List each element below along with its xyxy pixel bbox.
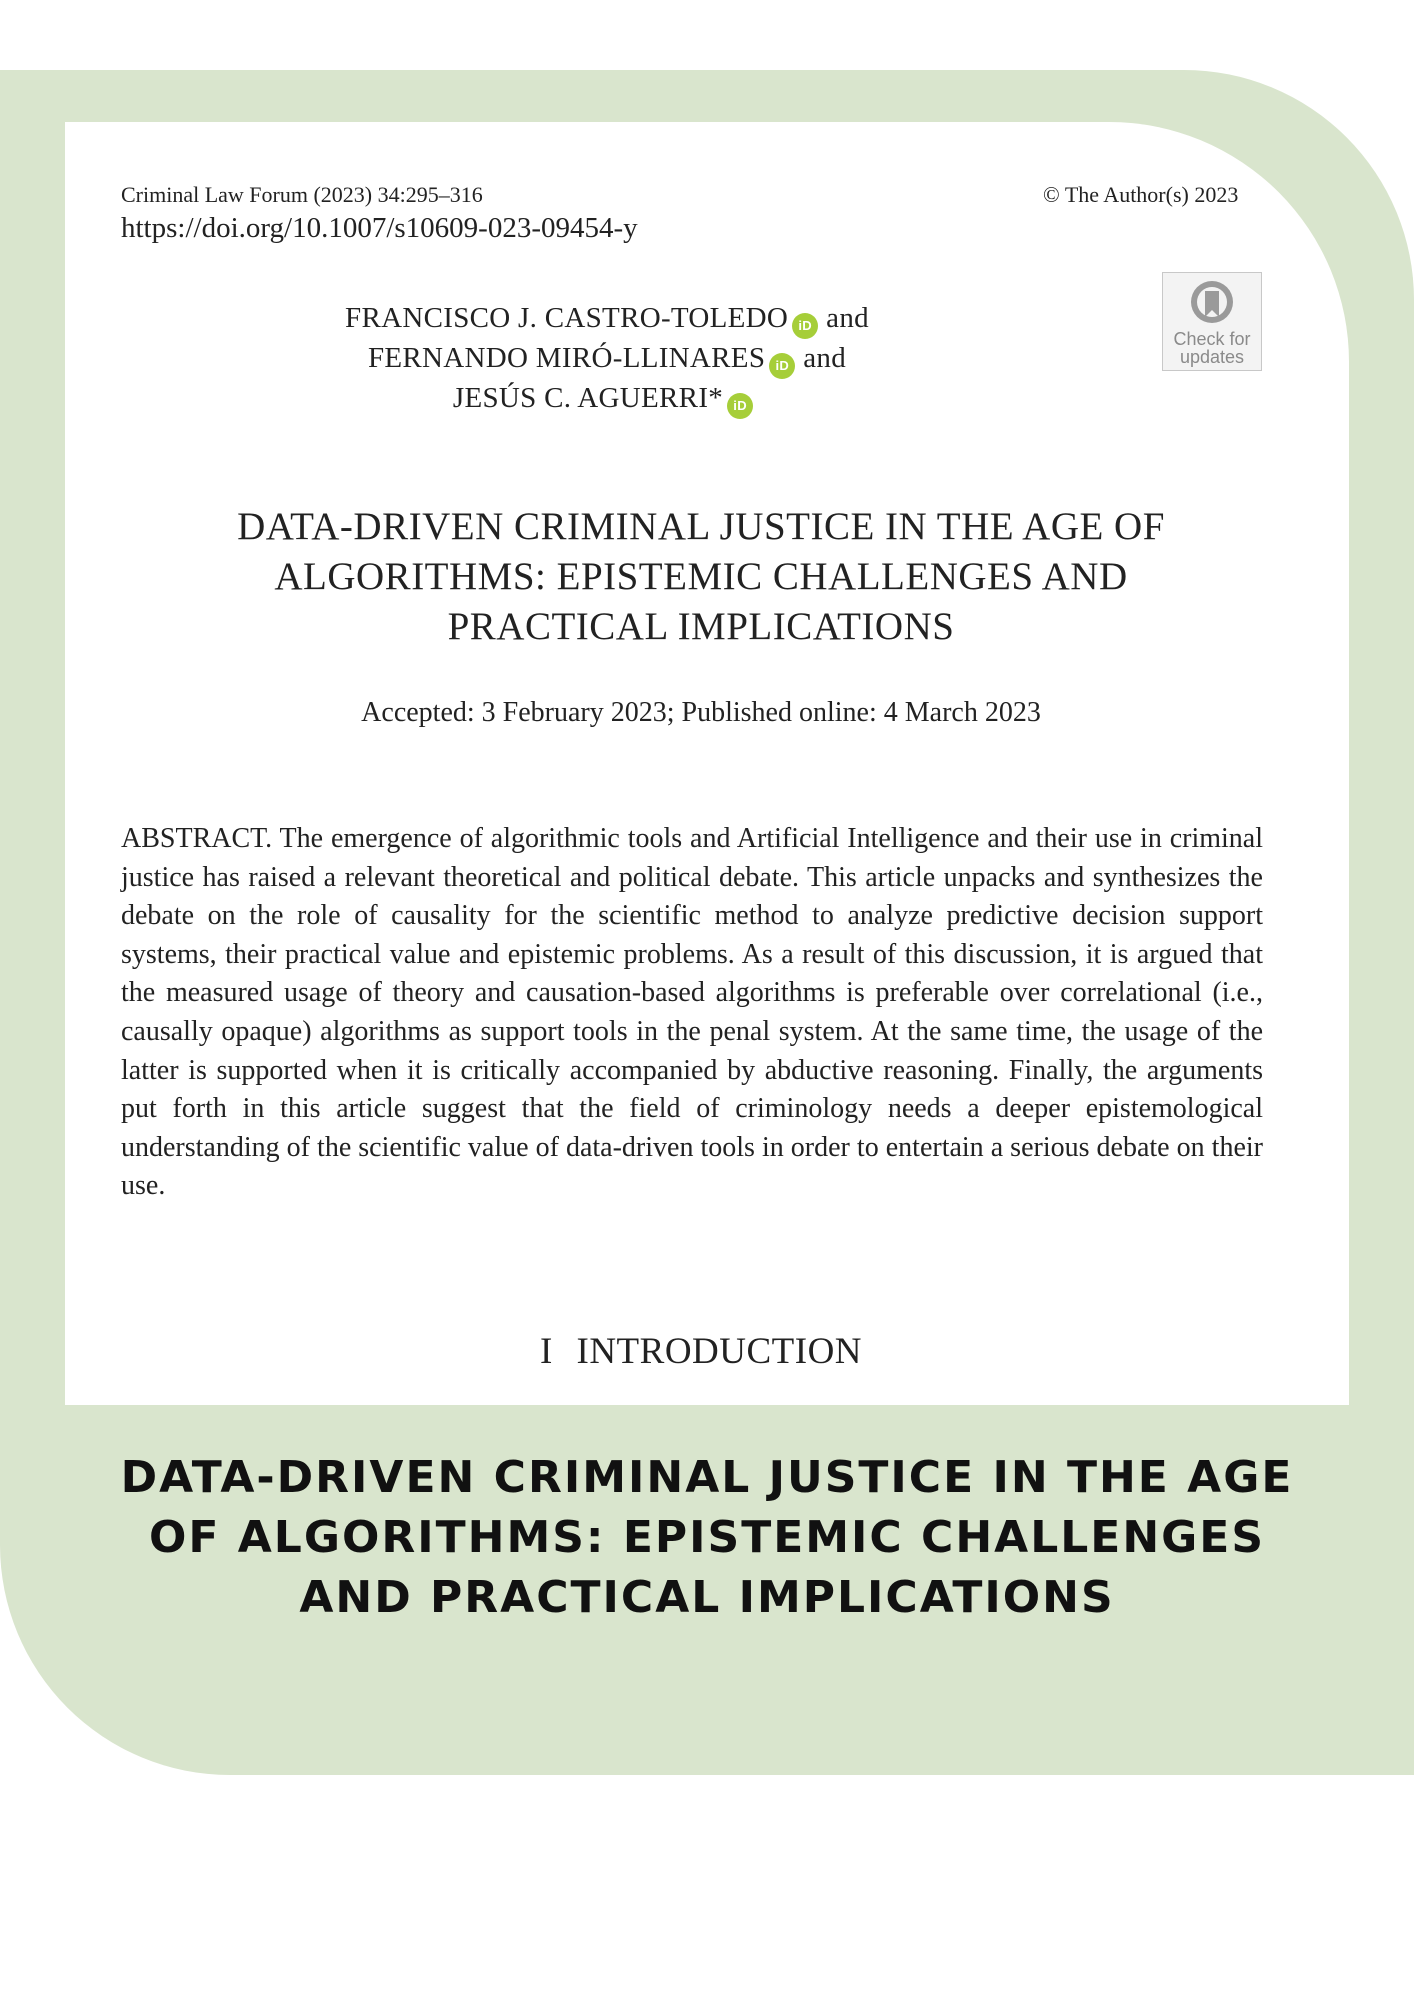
- author-line: [265, 339, 949, 379]
- author-conjunction: and: [826, 302, 869, 334]
- author-name: JESÚS C. AGUERRI*: [452, 382, 724, 414]
- article-title: [121, 502, 1281, 652]
- publication-dates: Accepted: 3 February 2023; Published online: 4 March 2023: [361, 697, 1041, 728]
- author-line: [265, 299, 949, 339]
- caption-line: AND PRACTICAL IMPLICATIONS: [299, 1572, 1115, 1623]
- section-heading: I INTRODUCTION: [539, 1331, 863, 1372]
- author-name: FRANCISCO J. CASTRO-TOLEDO: [345, 302, 789, 334]
- check-for-updates-badge[interactable]: [1162, 272, 1262, 371]
- title-line: ALGORITHMS: EPISTEMIC CHALLENGES AND: [274, 555, 1128, 598]
- abstract-paragraph: ABSTRACT. The emergence of algorithmic tools and Artificial Intelligence and their use in criminal justice has raised a relevant theoretical and political debate. This article unpacks and synthesizes the debate on the role of causality for the scientific method to analyze predictive decision support systems, their practical value and epistemic problems. As a result of this discussion, it is argued that the measured usage of theory and causation-based algorithms is preferable over correlational (i.e., causally opaque) algorithms as support tools in the penal system. At the same time, the usage of the latter is supported when it is critically accompanied by abductive reasoning. Finally, the arguments put forth in this article suggest that the field of criminology needs a deeper epistemological understanding of the scientific value of data-driven tools in order to entertain a serious debate on their use.: [121, 823, 1263, 1202]
- title-line: DATA-DRIVEN CRIMINAL JUSTICE IN THE AGE OF: [237, 505, 1165, 548]
- journal-citation: Criminal Law Forum (2023) 34:295–316: [121, 182, 483, 207]
- orcid-icon[interactable]: iD: [769, 353, 795, 379]
- doi-link[interactable]: https://doi.org/10.1007/s10609-023-09454-y: [121, 212, 638, 244]
- bookmark-icon: [1185, 279, 1239, 325]
- orcid-icon[interactable]: iD: [727, 393, 753, 419]
- author-name: FERNANDO MIRÓ-LLINARES: [367, 342, 766, 374]
- author-line: [265, 379, 949, 419]
- caption-line: DATA-DRIVEN CRIMINAL JUSTICE IN THE AGE: [120, 1452, 1294, 1503]
- author-list: [265, 299, 949, 419]
- author-conjunction: and: [803, 342, 847, 374]
- title-line: PRACTICAL IMPLICATIONS: [447, 605, 955, 648]
- check-updates-line1: Check for: [1173, 329, 1251, 349]
- copyright-notice: © The Author(s) 2023: [1043, 182, 1239, 207]
- check-updates-line2: updates: [1179, 347, 1245, 367]
- orcid-icon[interactable]: iD: [792, 313, 818, 339]
- paper-first-page: [65, 122, 1349, 1405]
- check-updates-label: [1163, 330, 1261, 366]
- caption-title: [40, 1448, 1374, 1628]
- caption-line: OF ALGORITHMS: EPISTEMIC CHALLENGES: [148, 1512, 1266, 1563]
